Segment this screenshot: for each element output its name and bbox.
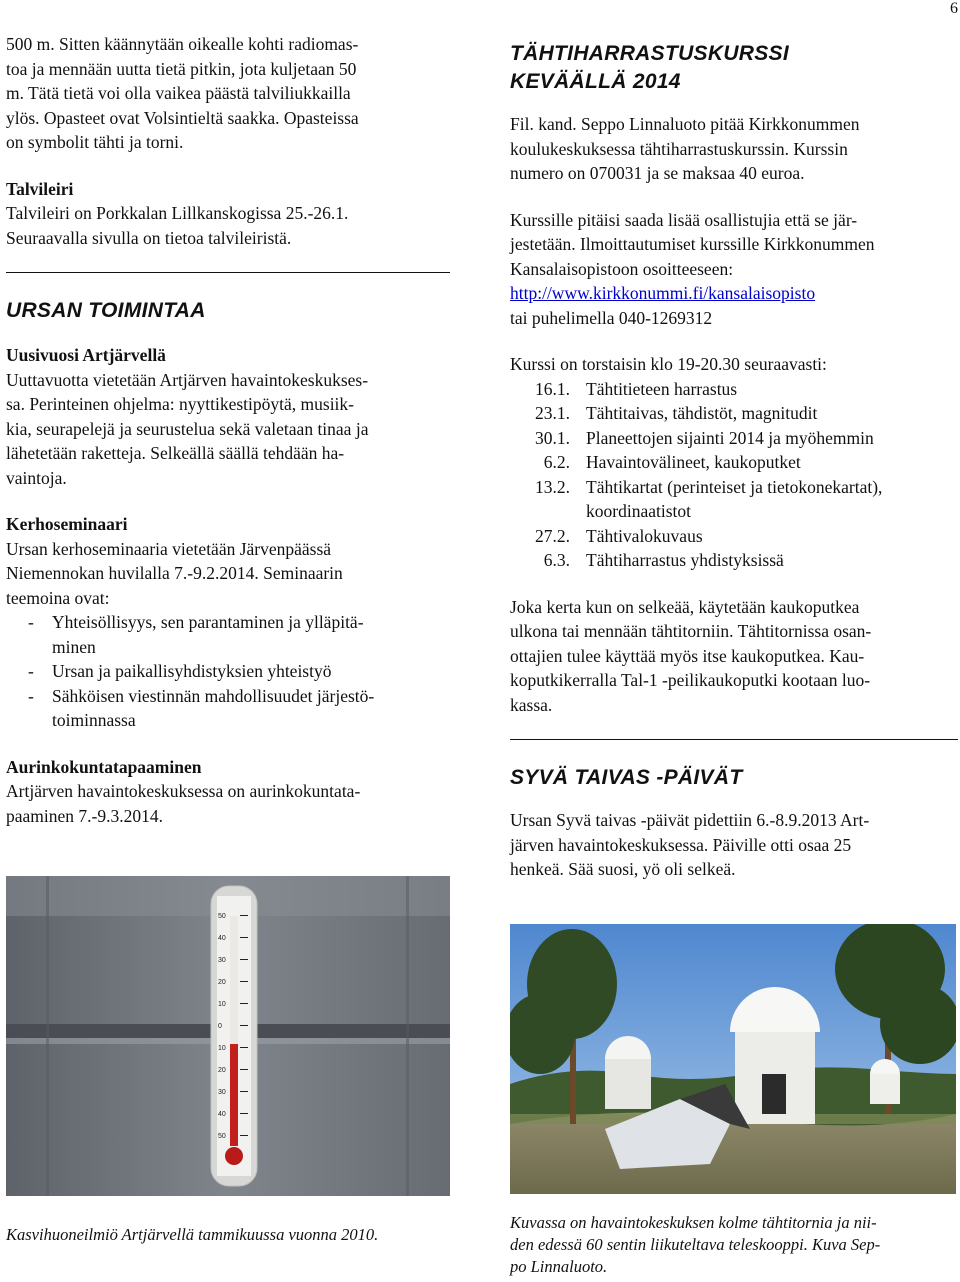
- course-heading-line2: KEVÄÄLLÄ 2014: [510, 70, 681, 93]
- observatory-illustration: [510, 924, 956, 1194]
- large-dome: [730, 987, 820, 1124]
- thermometer-tick: [240, 1113, 248, 1114]
- thermometer-scale-number: 50: [218, 1133, 226, 1140]
- text-line: 500 m. Sitten käännytään oikealle kohti radiomas-: [6, 34, 359, 54]
- thermometer-scale-number: 20: [218, 1067, 226, 1074]
- thermometer-scale-number: 10: [218, 1045, 226, 1052]
- text-line: tai puhelimella 040-1269312: [510, 307, 713, 328]
- schedule-intro: Kurssi on torstaisin klo 19-20.30 seuraavasti:: [510, 354, 827, 374]
- text-line: henkeä. Sää suosi, yö oli selkeä.: [510, 859, 736, 879]
- schedule-table: [510, 377, 882, 573]
- text-line: lähetetään raketteja. Selkeällä säällä tehdään ha-: [6, 443, 345, 463]
- text-line: koputkikerralla Tal-1 -peilikaukoputki kootaan luo-: [510, 670, 871, 690]
- list-item: - Sähköisen viestinnän mahdollisuudet järjestö- toiminnassa: [6, 684, 450, 733]
- table-row: 6.3. Tähtiharrastus yhdistyksissä: [543, 550, 784, 570]
- thermometer-scale-number: 30: [218, 1089, 226, 1096]
- text-line: m. Tätä tietä voi olla vaikea päästä talviliukkailla: [6, 83, 351, 103]
- thermometer-tick: [240, 981, 248, 982]
- thermometer-illustration: [6, 876, 450, 1196]
- thermometer-scale-number: 30: [218, 957, 226, 964]
- thermometer-tick: [240, 1025, 248, 1026]
- text-line: Ursan kerhoseminaaria vietetään Järvenpäässä: [6, 538, 332, 559]
- text-line: kia, seurapelejä ja seurustelua sekä valetaan tinaa ja: [6, 418, 369, 439]
- thermometer-caption: Kasvihuoneilmiö Artjärvellä tammikuussa vuonna 2010.: [6, 1225, 379, 1244]
- text-line: Kansalaisopistoon osoitteeseen:: [510, 258, 734, 279]
- right-column: [510, 40, 958, 882]
- list-item: - Ursan ja paikallisyhdistyksien yhteistyö: [6, 659, 450, 684]
- text-line: teemoina ovat:: [6, 587, 110, 608]
- table-row: 13.2. Tähtikartat (perinteiset ja tietokonekartat), koordinaatistot: [535, 476, 883, 521]
- thermometer-scale-number: 40: [218, 1111, 226, 1118]
- syva-taivas-heading: SYVÄ TAIVAS -PÄIVÄT: [510, 766, 743, 789]
- talvileiri-title: Talvileiri: [6, 178, 74, 199]
- thermometer-tick: [240, 937, 248, 938]
- thermometer-scale-number: 20: [218, 979, 226, 986]
- text-line: kassa.: [510, 694, 553, 715]
- text-line: Artjärven havaintokeskuksessa on aurinkokuntata-: [6, 781, 361, 801]
- text-line: numero on 070031 ja se maksaa 40 euroa.: [510, 163, 805, 183]
- kerhoseminaari-title: Kerhoseminaari: [6, 514, 128, 534]
- text-line: järven havaintokeskuksessa. Päiville otti osaa 25: [510, 834, 852, 855]
- observatory-photo: [510, 924, 956, 1194]
- text-line: Talvileiri on Porkkalan Lillkanskogissa 25.-26.1.: [6, 203, 349, 223]
- thermometer-tick: [240, 1003, 248, 1004]
- table-row: 27.2. Tähtivalokuvaus: [535, 525, 703, 546]
- thermometer-tick: [240, 915, 248, 916]
- text-line: Uuttavuotta vietetään Artjärven havaintokeskukses-: [6, 369, 369, 390]
- thermometer-tick: [240, 959, 248, 960]
- thermometer-tick: [240, 1091, 248, 1092]
- thermometer-tick: [240, 1135, 248, 1136]
- thermometer-tick: [240, 1069, 248, 1070]
- table-row: 30.1. Planeettojen sijainti 2014 ja myöhemmin: [535, 427, 874, 448]
- theme-list: [6, 610, 450, 733]
- intro-paragraph: [6, 32, 450, 155]
- text-line: on symbolit tähti ja torni.: [6, 132, 184, 152]
- table-row: 16.1. Tähtitieteen harrastus: [535, 378, 738, 399]
- thermometer-scale-number: 0: [218, 1023, 222, 1030]
- small-dome: [605, 1036, 651, 1109]
- text-line: koulukeskuksessa tähtiharrastuskurssin. Kurssin: [510, 138, 848, 159]
- text-line: ottajien tulee käyttää myös itse kaukoputkea. Kau-: [510, 645, 865, 666]
- section-heading: URSAN TOIMINTAA: [6, 299, 206, 322]
- text-line: Seuraavalla sivulla on tietoa talvileiristä.: [6, 227, 292, 248]
- aurinkokunta-title: Aurinkokuntatapaaminen: [6, 756, 202, 777]
- observatory-caption: Kuvassa on havaintokeskuksen kolme tähtitornia ja nii- den edessä 60 sentin liikuteltava teleskooppi. Kuva Sep- po Linnaluoto.: [510, 1213, 881, 1276]
- text-line: Fil. kand. Seppo Linnaluoto pitää Kirkkonummen: [510, 114, 860, 134]
- text-line: Ursan Syvä taivas -päivät pidettiin 6.-8.9.2013 Art-: [510, 810, 870, 830]
- table-row: 23.1. Tähtitaivas, tähdistöt, magnitudit: [535, 403, 818, 423]
- text-line: paaminen 7.-9.3.2014.: [6, 805, 163, 826]
- text-line: jestetään. Ilmoittautumiset kurssille Kirkkonummen: [510, 234, 875, 254]
- course-heading: TÄHTIHARRASTUSKURSSI: [510, 42, 789, 65]
- text-line: Niemennokan huvilalla 7.-9.2.2014. Seminaarin: [6, 563, 343, 583]
- table-row: 6.2. Havaintovälineet, kaukoputket: [543, 452, 801, 472]
- text-line: vaintoja.: [6, 467, 67, 488]
- text-line: sa. Perinteinen ohjelma: nyyttikestipöytä, musiik-: [6, 394, 355, 414]
- uusivuosi-title: Uusivuosi Artjärvellä: [6, 345, 166, 365]
- text-line: Kurssille pitäisi saada lisää osallistujia että se jär-: [510, 209, 858, 230]
- thermometer-tick: [240, 1047, 248, 1048]
- thermometer-photo: [6, 876, 450, 1196]
- thermometer-scale-number: 50: [218, 913, 226, 920]
- text-line: toa ja mennään uutta tietä pitkin, jota kuljetaan 50: [6, 58, 357, 79]
- kansalaisopisto-link[interactable]: http://www.kirkkonummi.fi/kansalaisopisto: [510, 283, 816, 303]
- text-line: ulkona tai mennään tähtitorniin. Tähtitornissa osan-: [510, 621, 872, 641]
- page-number: 6: [950, 0, 958, 17]
- thermometer-scale-number: 10: [218, 1001, 226, 1008]
- thermometer-scale-number: 40: [218, 935, 226, 942]
- list-item: - Yhteisöllisyys, sen parantaminen ja ylläpitä- minen: [6, 610, 450, 659]
- text-line: ylös. Opasteet ovat Volsintieltä saakka. Opasteissa: [6, 107, 359, 128]
- small-building: [870, 1059, 900, 1104]
- left-column: [6, 32, 450, 828]
- text-line: Joka kerta kun on selkeää, käytetään kaukoputkea: [510, 596, 860, 617]
